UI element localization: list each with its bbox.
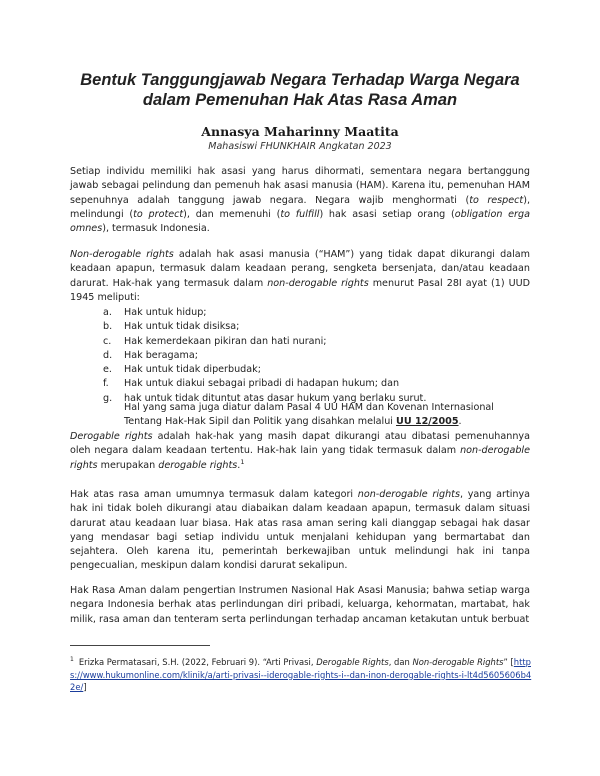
uu-link[interactable]: UU 12/2005: [396, 416, 459, 428]
footnote: [70, 656, 532, 694]
list-item: [103, 377, 533, 391]
p2-term-1: Non-derogable rights: [70, 249, 174, 260]
footnote-divider: [70, 645, 210, 646]
list-marker: c.: [103, 335, 112, 347]
p3-term-2: non-derogable rights: [70, 445, 530, 471]
p1-term-respect: to respect: [469, 194, 524, 206]
footnote-number: 1: [70, 656, 74, 664]
footnote-term-1: Derogable Rights: [316, 657, 389, 667]
list-item-text: Hak untuk tidak disiksa;: [124, 321, 240, 333]
title-line-1: Bentuk Tanggungjawab Negara Terhadap Warga Negara: [80, 71, 520, 89]
p2-text-a: adalah hak asasi manusia (“HAM”) yang tidak dapat dikurangi dalam keadaan apapun, termasuk dalam keadaan perang, sengketa bersenjata, dan/atau keadaan darurat. Hak-hak yang termasuk dalam: [70, 249, 530, 289]
list-item: [103, 349, 533, 363]
list-item-text: Hak kemerdekaan pikiran dan hati nurani;: [124, 335, 327, 347]
list-note-end: .: [458, 416, 462, 428]
list-marker: b.: [103, 321, 113, 333]
list-item-text: Hak untuk tidak diperbudak;: [124, 364, 261, 376]
p1-text-b: ), melindungi (: [70, 194, 530, 220]
footnote-ref[interactable]: 1: [240, 457, 245, 466]
footnote-term-2: Non-derogable Rights: [412, 657, 504, 667]
list-item: [103, 320, 533, 334]
p2-term-2: non-derogable rights: [267, 277, 369, 289]
document-title: [60, 70, 540, 110]
p1-text-d: ) hak asasi setiap orang (: [319, 208, 455, 220]
p4-term: non-derogable rights: [357, 489, 460, 500]
p4-text-b: , yang artinya hak ini tidak boleh dikurangi atau diabaikan dalam keadaan apapun, termasuk dalam situasi darurat atau keadaan luar biasa. Hak atas rasa aman sering kali dianggap sebagai hak dasar yang mendasar bagi setiap individu untuk menjalani kehidupan yang bermartabat dan sejahtera. Oleh karena itu, pemerintah berkewajiban untuk melindungi hak ini tanpa pengecualian, meskipun dalam kondisi darurat sekalipun.: [70, 489, 531, 572]
list-marker: f.: [103, 378, 109, 390]
footnote-link[interactable]: https://www.hukumonline.com/klinik/a/arti-privasi--iderogable-rights-i--dan-inon-derogable-rights-i-lt4d5605606b42e/: [70, 657, 532, 693]
footnote-text-d: ]: [83, 682, 87, 693]
p1-term-obligation: obligation erga omnes: [70, 208, 530, 235]
list-item-text: Hak untuk diakui sebagai pribadi di hadapan hukum; dan: [124, 378, 400, 390]
author-name: Annasya Maharinny Maatita: [201, 124, 399, 139]
footnote-text-b: , dan: [388, 657, 413, 667]
list-marker: a.: [103, 307, 112, 318]
list-marker: e.: [103, 364, 112, 376]
list-item: [103, 335, 533, 349]
paragraph-instrumen: Hak Rasa Aman dalam pengertian Instrumen Nasional Hak Asasi Manusia; bahwa setiap warga negara Indonesia berhak atas perlindungan diri pribadi, keluarga, kehormatan, martabat, hak milik, rasa aman dan tenteram serta perlindungan terhadap ancaman ketakutan untuk berbuat: [70, 585, 530, 625]
paragraph-non-derogable: [70, 248, 530, 305]
list-item-text: Hak untuk hidup;: [124, 307, 207, 318]
rights-list: [103, 306, 533, 406]
p3-text-b: merupakan: [97, 459, 159, 471]
list-note-text: Hal yang sama juga diatur dalam Pasal 4 UU HAM dan Kovenan Internasional Tentang Hak-Hak Sipil dan Politik yang disahkan melalui: [124, 402, 494, 428]
list-item-text: hak untuk tidak dituntut atas dasar hukum yang berlaku surut.: [124, 392, 427, 404]
paragraph-intro: [70, 165, 530, 236]
title-line-2: dalam Pemenuhan Hak Atas Rasa Aman: [142, 91, 458, 109]
p1-term-protect: to protect: [133, 208, 184, 220]
list-item: [103, 363, 533, 377]
footnote-text-c: ” [: [503, 657, 514, 667]
p3-text-a: adalah hak-hak yang masih dapat dikurangi atau dibatasi pemenuhannya oleh negara dalam keadaan tertentu. Hak-hak lain yang tidak termasuk dalam: [70, 431, 530, 457]
author-affiliation: Mahasiswi FHUNKHAIR Angkatan 2023: [208, 141, 392, 152]
list-marker: g.: [103, 392, 113, 404]
p1-term-fulfill: to fulfill: [280, 208, 320, 220]
list-marker: d.: [103, 349, 113, 361]
list-note: [124, 401, 534, 430]
footnote-text-a: Erizka Permatasari, S.H. (2022, Februari 9). “Arti Privasi,: [78, 657, 317, 667]
p3-term-1: Derogable rights: [70, 431, 153, 442]
paragraph-derogable: [70, 430, 530, 473]
p3-term-3: derogable rights: [158, 459, 238, 471]
p3-text-c: .: [237, 459, 241, 471]
p1-text-c: ), dan memenuhi (: [183, 208, 281, 220]
paragraph-rasa-aman: [70, 488, 530, 574]
list-item: [103, 306, 533, 320]
p1-text-e: ), termasuk Indonesia.: [102, 223, 210, 235]
list-item-text: Hak beragama;: [124, 349, 198, 361]
p4-text-a: Hak atas rasa aman umumnya termasuk dalam kategori: [70, 489, 358, 500]
p2-text-b: menurut Pasal 28I ayat (1) UUD 1945 meliputi:: [70, 277, 531, 303]
p1-text-a: Setiap individu memiliki hak asasi yang harus dihormati, sementara negara bertanggung jawab sebagai pelindung dan pemenuh hak asasi manusia (HAM). Karena itu, pemenuhan HAM sepenuhnya adalah tanggung jawab negara. Negara wajib menghormati (: [70, 166, 530, 206]
